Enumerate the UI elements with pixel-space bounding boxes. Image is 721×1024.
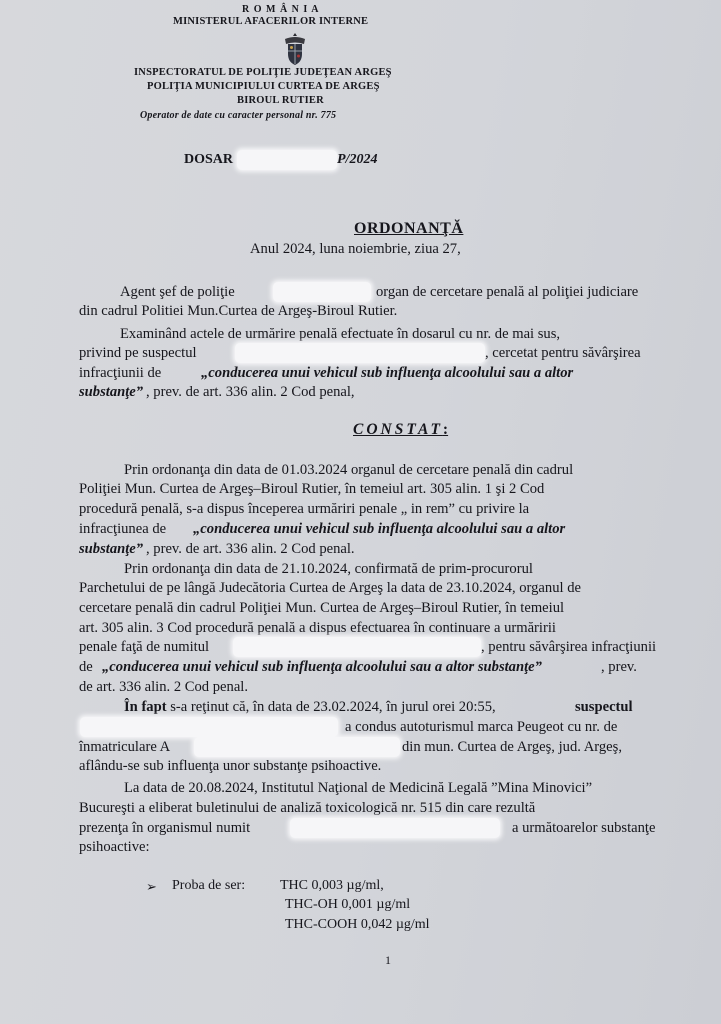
intro-line-1a: Agent şef de poliţie bbox=[120, 284, 235, 300]
redacted-dosar-number bbox=[237, 150, 337, 170]
page-number: 1 bbox=[385, 953, 391, 967]
p3-line-4: aflându-se sub influenţa unor substanţe psihoactive. bbox=[79, 758, 382, 774]
p1-offence-2: substanţe” bbox=[79, 541, 144, 557]
intro-line-4b: , cercetat pentru săvârşirea bbox=[485, 345, 641, 361]
dosar-label: DOSAR bbox=[184, 152, 234, 167]
dosar-suffix: P/2024 bbox=[337, 152, 378, 167]
p3-line-3a: înmatriculare A bbox=[79, 739, 171, 755]
intro-offence-2: substanţe” bbox=[79, 384, 144, 400]
redacted-defendant-name bbox=[233, 637, 481, 657]
intro-line-5a: infracţiunii de bbox=[79, 365, 162, 381]
p1-line-3: procedură penală, s-a dispus începerea urmăriri penale „ in rem” cu privire la bbox=[79, 501, 530, 517]
p2-line-3: cercetare penală din cadrul Poliţiei Mun. Curtea de Argeş–Biroul Rutier, în temeiul bbox=[79, 600, 565, 616]
constat-heading: CONSTAT: bbox=[353, 421, 449, 438]
redacted-person-name bbox=[290, 818, 500, 838]
p2-line-1: Prin ordonanţa din data de 21.10.2024, confirmată de prim-procurorul bbox=[124, 561, 533, 577]
p2-offence: „conducerea unui vehicul sub influenţa alcoolului sau a altor substanţe” bbox=[102, 659, 542, 675]
header-inspectorate: INSPECTORATUL DE POLIŢIE JUDEŢEAN ARGEŞ bbox=[134, 67, 392, 78]
p4-line-1: La data de 20.08.2024, Institutul Naţional de Medicină Legală ”Mina Minovici” bbox=[124, 780, 593, 796]
p1-line-5b: , prev. de art. 336 alin. 2 Cod penal. bbox=[146, 541, 355, 557]
header-ministry: MINISTERUL AFACERILOR INTERNE bbox=[173, 16, 369, 27]
intro-line-3: Examinând actele de urmărire penală efectuate în dosarul cu nr. de mai sus, bbox=[120, 326, 561, 342]
p2-line-6c: , prev. bbox=[601, 659, 637, 675]
redacted-suspect-name bbox=[235, 343, 485, 363]
p2-line-7: de art. 336 alin. 2 Cod penal. bbox=[79, 679, 249, 695]
probe-item-2: THC-OH 0,001 µg/ml bbox=[285, 897, 411, 912]
p4-line-3a: prezenţa în organismul numit bbox=[79, 820, 251, 836]
header-police: POLIŢIA MUNICIPIULUI CURTEA DE ARGEŞ bbox=[147, 81, 380, 92]
coat-of-arms-icon bbox=[282, 32, 308, 66]
redacted-officer-name bbox=[273, 282, 371, 302]
p3-suspect-label: suspectul bbox=[575, 699, 633, 715]
intro-line-4a: privind pe suspectul bbox=[79, 345, 197, 361]
p2-line-5b: , pentru săvârşirea infracţiunii bbox=[481, 639, 657, 655]
p2-line-5a: penale faţă de numitul bbox=[79, 639, 210, 655]
document-title: ORDONANŢĂ bbox=[354, 220, 464, 237]
p3-line-2: a condus autoturismul marca Peugeot cu nr. de bbox=[345, 719, 618, 735]
p1-offence-1: „conducerea unui vehicul sub influenţa alcoolului sau a altor bbox=[193, 521, 566, 537]
bullet-arrow-icon: ➢ bbox=[146, 879, 157, 894]
intro-line-6b: , prev. de art. 336 alin. 2 Cod penal, bbox=[146, 384, 355, 400]
intro-line-2: din cadrul Politiei Mun.Curtea de Argeş-Biroul Rutier. bbox=[79, 303, 398, 319]
probe-item-1: THC 0,003 µg/ml, bbox=[280, 878, 384, 893]
redacted-plate-address bbox=[194, 737, 400, 757]
header-country: R O M Â N I A bbox=[242, 4, 320, 15]
p3-line-3b: din mun. Curtea de Argeş, jud. Argeş, bbox=[402, 739, 622, 755]
p4-line-3b: a următoarelor substanţe bbox=[512, 820, 656, 836]
p1-line-4a: infracţiunea de bbox=[79, 521, 167, 537]
header-bureau: BIROUL RUTIER bbox=[237, 95, 324, 106]
intro-line-1b: organ de cercetare penală al poliţiei judiciare bbox=[376, 284, 639, 300]
p2-line-4: art. 305 alin. 3 Cod procedură penală a dispus efectuarea în continuare a urmăririi bbox=[79, 620, 556, 636]
p3-line-1: În fapt s-a reţinut că, în data de 23.02.2024, în jurul orei 20:55, bbox=[124, 699, 496, 715]
p2-line-6a: de bbox=[79, 659, 93, 675]
probe-item-3: THC-COOH 0,042 µg/ml bbox=[285, 917, 430, 932]
redacted-suspect-name-2 bbox=[80, 717, 338, 737]
intro-offence-1: „conducerea unui vehicul sub influenţa alcoolului sau a altor bbox=[201, 365, 574, 381]
p1-line-2: Poliţiei Mun. Curtea de Argeş–Biroul Rutier, în temeiul art. 305 alin. 1 şi 2 Cod bbox=[79, 481, 545, 497]
probe-label: Proba de ser: bbox=[172, 878, 246, 893]
header-operator: Operator de date cu caracter personal nr. 775 bbox=[140, 110, 337, 121]
p2-line-2: Parchetului de pe lângă Judecătoria Curtea de Argeş la data de 23.10.2024, organul de bbox=[79, 580, 581, 596]
date-line: Anul 2024, luna noiembrie, ziua 27, bbox=[250, 241, 461, 257]
p4-line-4: psihoactive: bbox=[79, 839, 150, 855]
p1-line-1: Prin ordonanţa din data de 01.03.2024 organul de cercetare penală din cadrul bbox=[124, 462, 574, 478]
p4-line-2: Bucureşti a eliberat buletinului de analiză toxicologică nr. 515 din care rezultă bbox=[79, 800, 536, 816]
